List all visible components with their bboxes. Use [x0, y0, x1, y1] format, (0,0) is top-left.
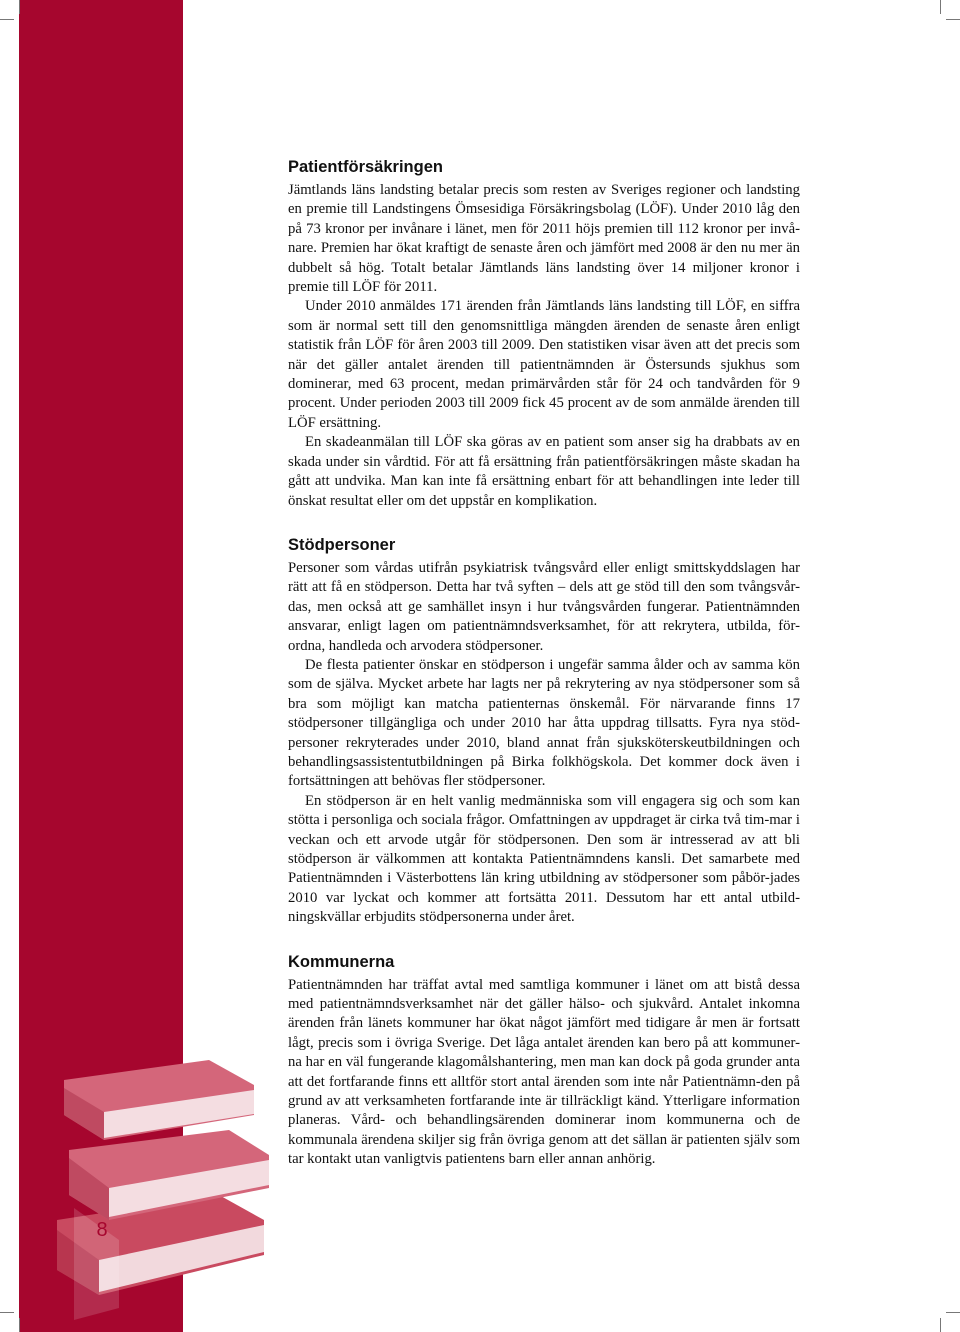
crop-mark — [946, 19, 960, 20]
crop-mark — [940, 1318, 941, 1332]
paragraph: En skadeanmälan till LÖF ska göras av en patient som anser sig ha drabbats av en skada under sin vårdtid. För att få ersättning från patientförsäkringen måste skadan ha gått att undvika. Man kan inte få ersättning enbart för att behandlingen inte leder till önskat resultat eller om det uppstår en komplikation. — [288, 434, 800, 509]
crop-mark — [940, 0, 941, 14]
paragraph: Jämtlands läns landsting betalar precis som resten av Sveriges regioner och landsting en premie till Landstingens Ömsesidiga Försäkringsbolag (LÖF). Under 2010 låg den på 73 kronor per invånare i länet, men för 2011 höjs premien till 112 kronor per invå-nare. Premien har ökat kraftigt de senaste åren och jämfört med 2008 är den nu mer än dubbelt så hög. Totalt betalar Jämtlands läns landsting över 14 miljoner kronor i premie till LÖF för 2011. — [288, 182, 800, 296]
crop-mark — [19, 1318, 20, 1332]
section-patientforsakringen — [288, 156, 800, 511]
section-heading: Patientförsäkringen — [288, 158, 443, 176]
page-number: 8 — [96, 1219, 108, 1241]
crop-mark — [946, 1312, 960, 1313]
section-kommunerna — [288, 951, 800, 1170]
crop-mark — [0, 19, 14, 20]
paragraph: Personer som vårdas utifrån psykiatrisk tvångsvård eller enligt smittskyddslagen har rätt att få en stödperson. Detta har två syften – dels att ge stöd till den som tvångsvår-das, men också att ge samhället insyn i hur tvångsvården fungerar. Patientnämnden ansvarar, enligt lagen om patientnämndsverksamhet, för att rekrytera, utbilda, för-ordna, handleda och arvodera stödpersoner. — [288, 559, 800, 654]
crop-mark — [0, 1312, 14, 1313]
paragraph: Under 2010 anmäldes 171 ärenden från Jämtlands läns landsting till LÖF, en siffra som är normal sett till den genomsnittliga mängden ärenden de senaste åren enligt statistik från LÖF för åren 2003 till 2009. Den statistiken visar även att det precis som när det gäller antalet ärenden till patientnämnden är Östersunds sjukhus som dominerar, med 63 procent, medan primärvården står för 24 och tandvården för 9 procent. Under perioden 2003 till 2009 fick 45 procent av de som anmälde ärenden till LÖF ersättning. — [288, 298, 800, 431]
section-heading: Stödpersoner — [288, 535, 396, 554]
paragraph: Patientnämnden har träffat avtal med samtliga kommuner i länet om att bistå dessa med patientnämndsverksamhet när det gäller hälso- och sjukvård. Antalet inkomna ärenden från länets kommuner har ökat något jämfört med tidigare år men är fortsatt lågt, precis som i övriga Sverige. Det låga antalet ärenden kan bero på att kommuner-na har en väl fungerande klagomålshantering, men man kan dock på goda grunder anta att det fortfarande finns ett alltför stort antal ärenden som inte når Patientnämn-den på grund av att verksamheten fortfarande inte är tillräckligt känd. Ytterligare information planeras. Vård- och behandlingsärenden dominerar inom kommunerna och de kommunala ärendena skiljer sig från övriga genom att det sällan är patienten själv som tar kontakt utan vanligtvis patientens barn eller annan anhörig. — [288, 976, 800, 1168]
paragraph: En stödperson är en helt vanlig medmänniska som vill engagera sig och som kan stötta i personliga och sociala frågor. Omfattningen av uppdraget är cirka två tim-mar i veckan och ett arvode utgår för stödpersonen. Den som är intresserad av att bli stödperson är välkommen att kontakta Patientnämndens kansli. Det samarbete med Patientnämnden i Västerbottens län kring utbildning av stödpersoner som påbör-jades 2010 var lyckat och kommer att fortsätta 2011. Dessutom har ett antal utbild-ningskvällar erbjudits stödpersonerna under året. — [288, 792, 800, 926]
section-stodpersoner — [288, 534, 800, 928]
section-heading: Kommunerna — [288, 952, 395, 971]
paragraph: De flesta patienter önskar en stödperson i ungefär samma ålder och av samma kön som de själva. Mycket arbete har lagts ner på rekrytering av nya stödpersoner som så bra som möjligt kan matcha patienternas önskemål. För närvarande finns 17 stödpersoner tillgängliga och under 2010 har åtta uppdrag tillsatts. Fyra nya stöd-personer rekryterades under 2010, bland annat från sjuksköterskeutbildningen och behandlingsassistentutbildningen på Birka folkhögskola. Det kommer dock även i fortsättningen att behövas fler stödpersoner. — [288, 656, 800, 790]
books-illustration — [19, 1030, 284, 1320]
crop-mark — [19, 0, 20, 14]
main-content — [288, 156, 800, 1193]
